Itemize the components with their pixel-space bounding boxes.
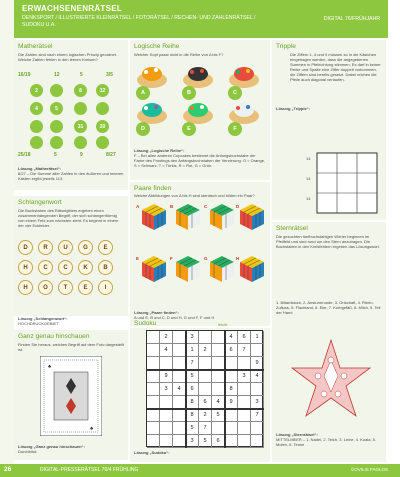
sudoku-cell: 6 — [225, 344, 238, 357]
triple-sum: 14 — [306, 176, 311, 181]
paare-solution-label: Lösung „Paare finden“: — [134, 310, 179, 315]
sudoku-cell: 7 — [251, 409, 264, 422]
sudoku-cell — [173, 422, 186, 435]
mathe-grid — [16, 70, 126, 160]
cube-label-c: C — [204, 204, 208, 209]
rubik-cubes — [134, 200, 268, 304]
sudoku-cell — [173, 435, 186, 448]
sudoku-solution-label: Lösung „Sudoku“: — [134, 450, 170, 455]
schlangen-text: Die Buchstaben des Rätselgitters ergeben einen zusammenhängenden Begriff, der sich schlangenförmig von einem Feld zum nächsten zieht. Es beginnt in einem der vier Eckfelder. — [18, 208, 119, 228]
sudoku-cell — [173, 396, 186, 409]
paare-text: Welche Abbildungen von A bis H sind identisch und bilden ein Paar? — [134, 193, 255, 198]
sudoku-cell: 4 — [160, 344, 173, 357]
mathe-top-4: 3/5 — [106, 72, 113, 78]
mathe-cell — [50, 136, 63, 149]
footer-credit: ©OVILIS FAGLOS — [350, 467, 388, 472]
page-subtitle: DENKSPORT / ILLUSTRIERTE KLEINRÄTSEL / FOTORÄTSEL / RECHEN- UND ZAHLENRÄTSEL / SUDOKU U.A. — [22, 15, 256, 28]
footer-title: DIGITAL-PRESSERÄTSEL 76/4 FRÜHLING — [40, 467, 139, 473]
letter-cell: E — [78, 280, 93, 295]
mathe-top-3: 5 — [80, 72, 83, 78]
logik-text: Welcher Kopf passt nicht in die Reihe von A bis F? — [134, 52, 224, 57]
sudoku-cell — [160, 435, 173, 448]
sudoku-cell — [212, 357, 225, 370]
mathe-cell — [74, 102, 87, 115]
sudoku-cell — [238, 422, 251, 435]
stern-solution-label: Lösung „Sternrätsel“: — [276, 432, 318, 437]
sudoku-cell — [212, 344, 225, 357]
letter-cell: D — [18, 240, 33, 255]
cupcake-d — [137, 103, 167, 124]
genau-solution-label: Lösung „Ganz genau hinschauen“: — [18, 444, 85, 449]
sudoku-cell — [212, 331, 225, 344]
cube-c — [210, 204, 234, 230]
page-number: 26 — [4, 466, 12, 473]
mathe-cell — [30, 120, 43, 133]
triple-sums — [300, 150, 318, 216]
schlangen-solution-label: Lösung „Schlangenwort“: — [18, 316, 68, 321]
svg-text:♠: ♠ — [90, 426, 94, 432]
sudoku-block-line — [147, 408, 264, 409]
paare-title: Paare finden — [134, 185, 172, 192]
sudoku-cell: 1 — [251, 331, 264, 344]
page-title: ERWACHSENENRÄTSEL — [22, 4, 123, 13]
mathe-top-1: 16/19 — [18, 72, 31, 78]
stern-title: Sternrätsel — [276, 225, 308, 232]
genau-solution — [18, 444, 124, 454]
sudoku-cell — [147, 383, 160, 396]
cupcake-f — [229, 103, 259, 124]
triple-solution-label: Lösung „Tripple“: — [276, 106, 310, 111]
cube-label-a: A — [136, 204, 140, 209]
cube-label-e: E — [136, 256, 140, 261]
sudoku-cell — [225, 435, 238, 448]
mathe-cell: 12 — [96, 84, 109, 97]
sudoku-cell: 4 — [225, 331, 238, 344]
letter-cell: G — [78, 240, 93, 255]
sudoku-cell: 8 — [186, 409, 199, 422]
sudoku-cell: 3 — [160, 383, 173, 396]
sudoku-cell — [173, 344, 186, 357]
stern-text: Die gesuchten fünfbuchstabigen Wörter beginnen im Pfeilfeld und sind rund um den Stern anzutragen. Die Buchstaben in den Kreisfeldern ergeben das Lösungswort. — [276, 234, 380, 249]
sudoku-cell: 5 — [186, 370, 199, 383]
mathe-cell: 31 — [74, 120, 87, 133]
letter-cell: R — [38, 240, 53, 255]
sudoku-cell — [160, 357, 173, 370]
sudoku-grid — [146, 330, 263, 447]
sudoku-cell — [147, 422, 160, 435]
cube-label-d: D — [236, 204, 240, 209]
mathe-title: Matherätsel — [18, 43, 53, 50]
sudoku-cell: 7 — [238, 344, 251, 357]
sudoku-cell — [147, 357, 160, 370]
sudoku-cell — [238, 357, 251, 370]
mathe-solution-text: 8/27 – Die Summe aller Zahlen in den äußeren und inneren Kästen ergibt jeweils 113. — [18, 171, 124, 181]
letter-cell: U — [58, 240, 73, 255]
mathe-cell — [74, 136, 87, 149]
sudoku-cell: 2 — [199, 409, 212, 422]
sudoku-cell: 1 — [186, 344, 199, 357]
mathe-bottom-4: 8/27 — [106, 152, 116, 158]
mathe-bottom-3: 9 — [80, 152, 83, 158]
logik-solution — [134, 148, 266, 168]
sudoku-cell — [199, 383, 212, 396]
stern-hints: 1. Billardstock, 2. Ansturmrunde, 3. Ortschaft, 4. Rhein-Zufluss, 5. Flachland, 6. Eier, 7. Korbgefäß, 8. Milch, 9. Teil der Hand — [276, 300, 381, 315]
svg-text:♠: ♠ — [48, 364, 52, 370]
mathe-cell: 5 — [50, 102, 63, 115]
sudoku-cell — [199, 357, 212, 370]
letter-cell: H — [18, 260, 33, 275]
sudoku-cell — [225, 422, 238, 435]
cupcake-illustrations — [132, 58, 268, 138]
cupcake-e — [183, 103, 213, 124]
logik-solution-text: F – Bei allen anderen Cupcakes bestimmt die Anfangsbuchstabe der Farbe des Frostings den Anfangsbuchstaben der Verzierung: O = Orange, S = Schwarz, T = Türkis, R = Rot, G = Grün. — [134, 153, 266, 168]
sudoku-cell — [251, 383, 264, 396]
sudoku-cell — [238, 383, 251, 396]
sudoku-cell — [147, 331, 160, 344]
mathe-cell — [30, 136, 43, 149]
cube-e — [142, 256, 166, 282]
sudoku-cell: 4 — [173, 383, 186, 396]
sudoku-block-line — [147, 369, 264, 370]
cube-label-g: G — [204, 256, 208, 261]
sudoku-cell — [251, 344, 264, 357]
sudoku-cell — [147, 435, 160, 448]
mathe-top-2: 12 — [54, 72, 60, 78]
sudoku-title: Sudoku — [134, 320, 157, 327]
mathe-cell: 8 — [74, 84, 87, 97]
sudoku-cell — [251, 435, 264, 448]
letter-cell: C — [58, 260, 73, 275]
cube-g — [210, 256, 234, 282]
sudoku-cell: 5 — [199, 435, 212, 448]
sudoku-cell — [251, 422, 264, 435]
mathe-text: Die Zahlen sind nach einem logischen Prinzip geordnet. Welche Zahlen fehlen in den leeren Kreisen? — [18, 52, 117, 62]
paare-solution — [134, 310, 266, 320]
sudoku-cell: 8 — [186, 396, 199, 409]
sudoku-cell — [199, 331, 212, 344]
letter-cell: K — [78, 260, 93, 275]
cube-h — [240, 256, 264, 282]
cupcake-c — [229, 67, 259, 88]
sudoku-cell — [173, 357, 186, 370]
sudoku-cell — [147, 396, 160, 409]
cupcake-label-e: E — [182, 122, 196, 136]
sudoku-cell — [147, 370, 160, 383]
mathe-cell — [50, 120, 63, 133]
genau-text: Finden Sie heraus, welches Begriff auf dem Foto dargestellt ist. — [18, 342, 124, 352]
cupcake-label-f: F — [228, 122, 242, 136]
sudoku-cell — [212, 383, 225, 396]
sudoku-cell: 7 — [199, 422, 212, 435]
sudoku-block-line — [224, 331, 225, 448]
mathe-cell — [50, 84, 63, 97]
sudoku-cell — [160, 422, 173, 435]
sudoku-cell: 6 — [212, 435, 225, 448]
mathe-solution — [18, 166, 124, 181]
logik-solution-label: Lösung „Logische Reihe“: — [134, 148, 185, 153]
triple-text: Die Ziffern 1, 4 und 9 müssen so in die Kästchen eingetragen werden, dass die angegebenen Summen in Pfeilrichtung stimmen. Es darf in keiner Reihe und Spalte eine Ziffer doppelt vorkommen, die Ziffern sind bereits gesetzt. Dabei reichen die Pfeile auch diagonal verlaufen. — [290, 52, 381, 82]
sudoku-cell: 5 — [212, 409, 225, 422]
sudoku-cell: 4 — [251, 370, 264, 383]
sudoku-block-line — [185, 331, 186, 448]
cube-b — [176, 204, 200, 230]
sudoku-cell: 9 — [251, 357, 264, 370]
cube-label-h: H — [236, 256, 240, 261]
cupcake-label-b: B — [182, 86, 196, 100]
sudoku-cell: 5 — [186, 422, 199, 435]
stern-solution — [276, 432, 382, 447]
cupcake-label-c: C — [228, 86, 242, 100]
sudoku-cell — [147, 344, 160, 357]
letter-cell: C — [38, 260, 53, 275]
cupcake-a — [137, 67, 167, 88]
sudoku-cell — [212, 370, 225, 383]
letter-cell: E — [98, 240, 113, 255]
sudoku-cell: 3 — [238, 370, 251, 383]
sudoku-cell — [199, 370, 212, 383]
triple-grid — [316, 152, 378, 214]
playing-card-photo — [40, 356, 102, 436]
mathe-cell — [96, 102, 109, 115]
star-puzzle — [286, 338, 376, 428]
cupcake-row — [132, 58, 268, 138]
mathe-bottom-1: 25/18 — [18, 152, 31, 158]
letter-cell: T — [58, 280, 73, 295]
letter-cell: H — [18, 280, 33, 295]
sudoku-cell — [225, 357, 238, 370]
cube-label-b: B — [170, 204, 174, 209]
cube-f — [176, 256, 200, 282]
schlangen-title: Schlangenwort — [18, 199, 62, 206]
cube-a — [142, 204, 166, 230]
mathe-solution-label: Lösung „Matherätsel“: — [18, 166, 62, 171]
sudoku-cell — [238, 435, 251, 448]
sudoku-cell: 8 — [225, 383, 238, 396]
sudoku-cell — [212, 422, 225, 435]
sudoku-cell: 6 — [186, 383, 199, 396]
sudoku-cell — [173, 331, 186, 344]
sudoku-cell: 7 — [186, 357, 199, 370]
cupcake-label-a: A — [136, 86, 150, 100]
sudoku-cell: 3 — [186, 435, 199, 448]
triple-sum: 14 — [306, 156, 311, 161]
sudoku-cell: 9 — [225, 396, 238, 409]
logik-title: Logische Reihe — [134, 43, 180, 50]
sudoku-cell: 9 — [160, 370, 173, 383]
genau-solution-text: Durchblick — [18, 449, 37, 454]
cupcake-b — [183, 67, 213, 88]
mathe-cell — [96, 136, 109, 149]
mathe-cell: 4 — [30, 102, 43, 115]
sudoku-cell — [238, 409, 251, 422]
sudoku-cell: 2 — [199, 344, 212, 357]
triple-sum: 14 — [306, 196, 311, 201]
letter-grid — [18, 240, 124, 306]
schlangen-solution — [18, 316, 124, 326]
stern-solution-text: MITTELMEER – 1. Nadel, 2. Teich, 3. Leine, 4. Koala, 5. Molen, 6. Tenne — [276, 437, 376, 447]
sudoku-cell — [225, 409, 238, 422]
cupcake-label-d: D — [136, 122, 150, 136]
cube-label-f: F — [170, 256, 173, 261]
sudoku-cell: 3 — [251, 396, 264, 409]
mathe-bottom-2: 5 — [54, 152, 57, 158]
letter-cell: B — [98, 260, 113, 275]
sudoku-cell: 4 — [212, 396, 225, 409]
schlangen-solution-text: HOCHDRUCKGEBIET — [18, 321, 59, 326]
paare-solution-text: A und E, B und C, D und H, G und F, F und H — [134, 315, 215, 320]
sudoku-cell: 3 — [186, 331, 199, 344]
sudoku-cell — [173, 409, 186, 422]
sudoku-cell — [173, 370, 186, 383]
triple-solution — [276, 106, 314, 111]
letter-cell: I — [98, 280, 113, 295]
sudoku-cell — [238, 396, 251, 409]
sudoku-cell — [160, 396, 173, 409]
sudoku-cell: 6 — [238, 331, 251, 344]
issue-label: DIGITAL 76/FRÜHJAHR — [323, 16, 380, 22]
sudoku-cell: 6 — [199, 396, 212, 409]
sudoku-level: leicht — [218, 322, 228, 327]
letter-cell: O — [38, 280, 53, 295]
sudoku-cell — [147, 409, 160, 422]
triple-title: Tripple — [276, 43, 296, 50]
sudoku-cell — [160, 409, 173, 422]
mathe-cell: 2 — [30, 84, 43, 97]
sudoku-cell — [225, 370, 238, 383]
mathe-cell: 20 — [96, 120, 109, 133]
cube-d — [240, 204, 264, 230]
sudoku-cell: 2 — [160, 331, 173, 344]
genau-title: Ganz genau hinschauen — [18, 333, 90, 340]
side-strip — [0, 0, 14, 477]
